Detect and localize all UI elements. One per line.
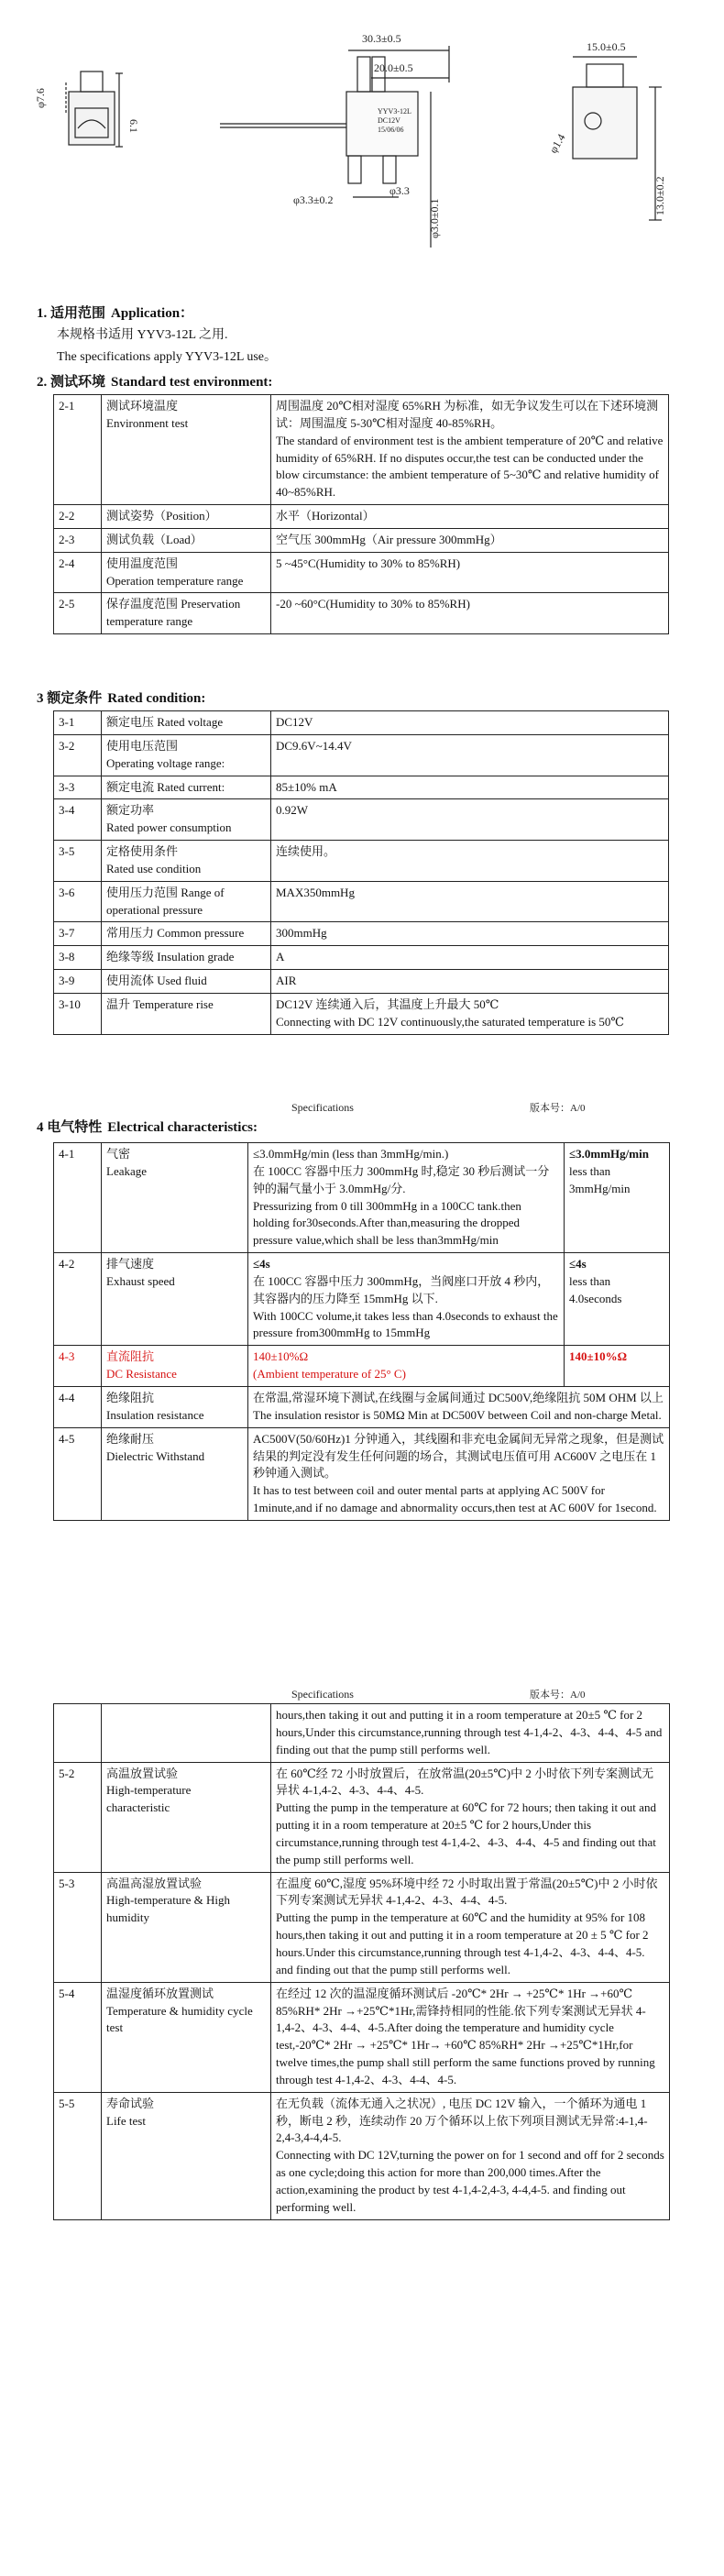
section2-table: [53, 394, 669, 634]
drawing-label-line1: YYV3-12L: [378, 107, 411, 116]
page-header-title: Specifications: [291, 1101, 354, 1114]
dim-mid-width: 20.0±0.5: [374, 61, 413, 74]
table-row: 3-7 常用压力 Common pressure 300mmHg: [54, 922, 669, 946]
page-header-version-2: 版本号：A/0: [530, 1690, 586, 1701]
section1-line-en: The specifications apply YYV3-12L use。: [57, 350, 278, 364]
section1-title: 1. 适用范围 Application：: [37, 306, 194, 321]
table-row: 5-3 高温高湿放置试验 High-temperature & High humidity 在温度 60℃,湿度 95%环境中经 72 小时取出置于常温(20±5℃)中 2 小时依下列专案测试无异状 4-1,4-2、4-3、4-4、4-5. Putting the pump in the temperature at 60℃ and the humidity at 95% for 108 hours,then taking it out and putting it in a room temperature at 20 ± 5 ℃ for 2 hours.Under this circumstance,running through test 4-1,4-2、4-3、4-4、4-5. and finding out that the pump still performs well.: [54, 1872, 670, 1982]
product-drawings: [0, 0, 724, 303]
page-header-version: 版本号：A/0: [530, 1103, 586, 1114]
table-row: 4-5 绝缘耐压 Dielectric Withstand AC500V(50/60Hz)1 分钟通入，其线圈和非充电金属间无异常之现象，但是测试结果的判定没有发生任何问题的场合，其测试电压值可用 AC600V 之电压在 1 秒钟通入测试。 It has to test between coil and outer mental parts at applying AC 500V for 1minute,and if no damage and abnormality occurs,then test at AC 600V for 1second.: [54, 1427, 670, 1520]
table-row: 4-4 绝缘阻抗 Insulation resistance 在常温,常湿环境下测试,在线圈与金属间通过 DC500V,绝缘阻抗 50M OHM 以上 The insulation resistor is 50MΩ Min at DC500V between Coil and non-charge Metal.: [54, 1386, 670, 1427]
dim-mid-phi33-tol: φ3.3±0.2: [293, 193, 334, 206]
table-row: 4-1 气密 Leakage ≤3.0mmHg/min (less than 3mmHg/min.) 在 100CC 容器中压力 300mmHg 时,稳定 30 秒后测试一分钟的漏气量小于 3.0mmHg/分. Pressurizing from 0 till 300mmHg in a 100CC tank.then holding for30seconds.After than,measuring the dropped pressure value,which shall be less than3mmHg/min ≤3.0mmHg/min less than 3mmHg/min: [54, 1143, 670, 1253]
middle-view-drawing: [220, 46, 449, 248]
table-row: hours,then taking it out and putting it in a room temperature at 20±5 ℃ for 2 hours,Under this circumstance,running through test 4-1,4-2、4-3、4-4、4-5 and finding out that the pump still performs well.: [54, 1704, 670, 1763]
table-row: 3-8 绝缘等级 Insulation grade A: [54, 946, 669, 970]
dim-mid-phi33: φ3.3: [389, 184, 410, 197]
left-view-drawing: [66, 72, 123, 147]
table-row: 3-9 使用流体 Used fluid AIR: [54, 970, 669, 994]
drawing-label-line2: DC12V: [378, 116, 400, 125]
table-row: 5-5 寿命试验 Life test 在无负载（流体无通入之状况）, 电压 DC 12V 输入，一个循环为通电 1 秒，断电 2 秒，连续动作 20 万个循环以上依下列项目测试无异常:4-1,4-2,4-3,4-4,4-5. Connecting with DC 12V,turning the power on for 1 second and off for 2 seconds as one cycle;doing this action for more than 200,000 times.After the action,examining the product by test 4-1,4-2,4-3, 4-4,4-5. and finding out performing well.: [54, 2092, 670, 2219]
table-row: 3-4 额定功率 Rated power consumption 0.92W: [54, 799, 669, 841]
table-row: 3-2 使用电压范围 Operating voltage range: DC9.6V~14.4V: [54, 734, 669, 776]
section1-line-cn: 本规格书适用 YYV3-12L 之用.: [57, 328, 228, 342]
section4-title: 4 电气特性 Electrical characteristics:: [37, 1120, 258, 1135]
dim-left-height: 6.1: [127, 119, 140, 133]
table-row: 3-5 定格使用条件 Rated use condition 连续使用。: [54, 841, 669, 882]
section5-table: [53, 1703, 670, 2220]
dim-right-width: 15.0±0.5: [587, 40, 626, 53]
dim-left-diameter: φ7.6: [34, 88, 47, 108]
table-row: 2-3 测试负载（Load） 空气压 300mmHg（Air pressure 300mmHg）: [54, 528, 669, 552]
table-row: 2-1 测试环境温度 Environment test 周围温度 20℃相对湿度 65%RH 为标准，如无争议发生可以在下述环境测试：周围温度 5-30℃相对湿度 40-85%RH。 The standard of environment test is the ambient temperature of 20℃ and relative humidity of 65%RH. If no disputes occur,the test can be conducted under the blow circumstance: the ambient temperature of 5~30℃ and relative humidity of 40~85%RH.: [54, 395, 669, 505]
page-header-title-2: Specifications: [291, 1688, 354, 1701]
dim-mid-phi30: φ3.0±0.1: [428, 198, 441, 238]
dim-right-height: 13.0±0.2: [653, 176, 666, 215]
section2-title: 2. 测试环境 Standard test environment:: [37, 375, 273, 390]
section3-table: [53, 710, 669, 1035]
table-row: 4-2 排气速度 Exhaust speed ≤4s 在 100CC 容器中压力 300mmHg，当阀座口开放 4 秒内，其容器内的压力降至 15mmHg 以下. With 100CC volume,it takes less than 4.0seconds to exhaust the pressure from300mmHg to 15mmHg ≤4s less than 4.0seconds: [54, 1253, 670, 1346]
table-row: 3-3 额定电流 Rated current: 85±10% mA: [54, 776, 669, 799]
table-row: 5-4 温湿度循环放置测试 Temperature & humidity cycle test 在经过 12 次的温湿度循环测试后 -20℃* 2Hr → +25℃* 1Hr →+60℃ 85%RH* 2Hr →+25℃*1Hr,需锋持相同的性能.依下列专案测试无异状 4-1,4-2、4-3、4-4、4-5.After doing the temperature and humidity cycle test,-20℃* 2Hr → +25℃* 1Hr→ +60℃ 85%RH* 2Hr →+25℃*1Hr,for twelve times,the pump shall still perform the same functions proved by running through test 4-1,4-2、4-3、4-4、4-5.: [54, 1982, 670, 2092]
dim-right-phi14: φ1.4: [546, 131, 568, 156]
section3-title: 3 额定条件 Rated condition:: [37, 691, 206, 706]
dim-mid-length: 30.3±0.5: [362, 32, 401, 45]
table-row: 5-2 高温放置试验 High-temperature characteristic 在 60℃经 72 小时放置后，在放常温(20±5℃)中 2 小时依下列专案测试无异状 4-1,4-2、4-3、4-4、4-5. Putting the pump in the temperature at 60℃ for 72 hours; then taking it out and putting it in a room temperature at 20±5 ℃ for 2 hours,Under this circumstance,running through test 4-1,4-2、4-3、4-4、4-5 and finding out that the pump still performs well.: [54, 1762, 670, 1872]
table-row: 3-6 使用压力范围 Range of operational pressure MAX350mmHg: [54, 881, 669, 922]
right-view-drawing: [573, 57, 662, 220]
table-row: 3-10 温升 Temperature rise DC12V 连续通入后，其温度上升最大 50℃ Connecting with DC 12V continuously,the saturated temperature is 50℃: [54, 993, 669, 1034]
table-row: 2-5 保存温度范围 Preservation temperature range -20 ~60°C(Humidity to 30% to 85%RH): [54, 593, 669, 634]
table-row: 2-2 测试姿势（Position） 水平（Horizontal）: [54, 505, 669, 529]
table-row: 3-1 额定电压 Rated voltage DC12V: [54, 711, 669, 735]
drawing-label-line3: 15/06/06: [378, 126, 404, 134]
section4-table: [53, 1142, 670, 1521]
table-row: 2-4 使用温度范围 Operation temperature range 5 ~45°C(Humidity to 30% to 85%RH): [54, 552, 669, 593]
table-row: 4-3 直流阻抗 DC Resistance 140±10%Ω (Ambient temperature of 25° C) 140±10%Ω: [54, 1346, 670, 1387]
